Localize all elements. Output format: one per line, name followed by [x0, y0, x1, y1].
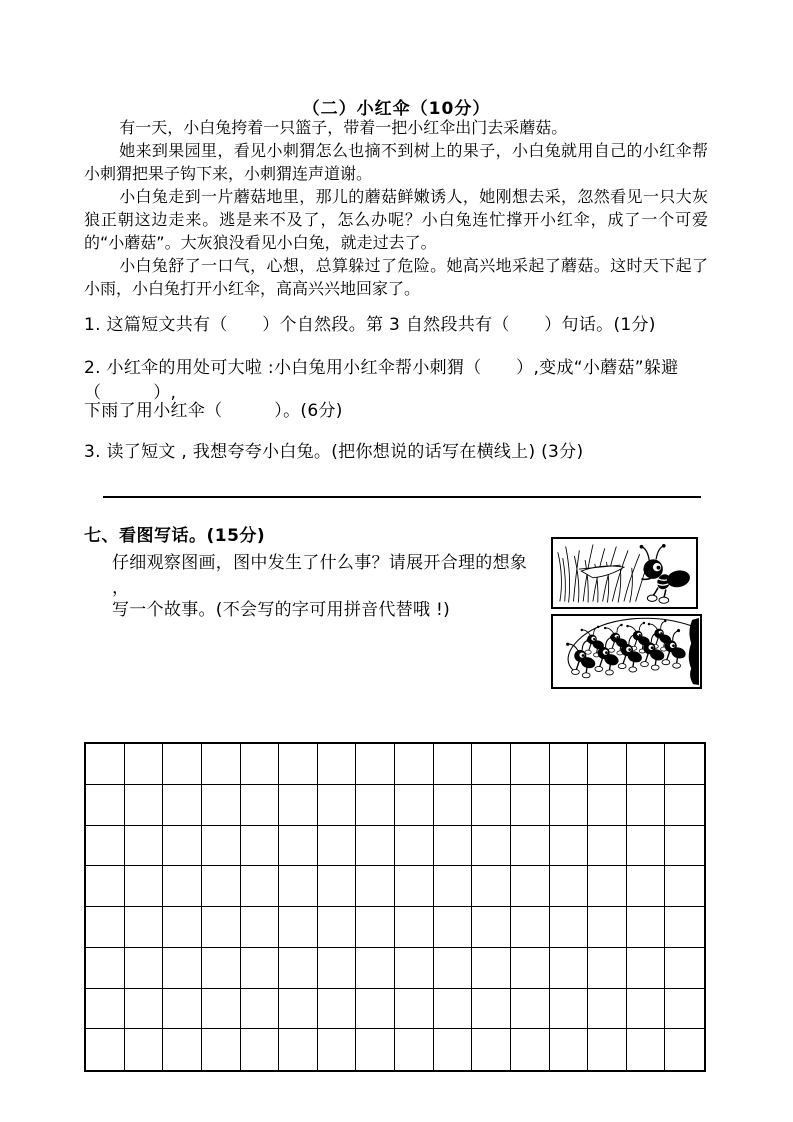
grid-cell	[395, 866, 434, 907]
grid-cell	[627, 1029, 666, 1070]
grid-cell	[356, 989, 395, 1030]
grid-cell	[356, 826, 395, 867]
grid-cell	[241, 826, 280, 867]
grid-cell	[550, 785, 589, 826]
grid-cell	[125, 1029, 164, 1070]
grid-cell	[163, 826, 202, 867]
grid-cell	[202, 826, 241, 867]
grid-cell	[163, 1029, 202, 1070]
grid-cell	[550, 826, 589, 867]
tree-trunk-icon	[689, 618, 699, 685]
grid-cell	[86, 866, 125, 907]
grid-cell	[125, 785, 164, 826]
grid-cell	[395, 744, 434, 785]
grid-cell	[588, 826, 627, 867]
grid-cell	[125, 948, 164, 989]
grid-cell	[434, 866, 473, 907]
grid-cell	[395, 948, 434, 989]
grid-cell	[511, 785, 550, 826]
grid-cell	[356, 744, 395, 785]
question-1: 1. 这篇短文共有（ ）个自然段。第 3 自然段共有（ ）句话。(1分)	[84, 315, 656, 335]
grid-cell	[202, 907, 241, 948]
marching-ants-illustration	[553, 616, 700, 687]
grid-cell	[356, 948, 395, 989]
grid-cell	[511, 866, 550, 907]
grid-cell	[279, 744, 318, 785]
grid-cell	[241, 785, 280, 826]
grid-cell	[318, 989, 357, 1030]
grid-cell	[472, 1029, 511, 1070]
grass-icon	[558, 545, 647, 602]
grid-cell	[665, 989, 704, 1030]
grid-cell	[241, 948, 280, 989]
grid-cell	[550, 907, 589, 948]
grid-cell	[279, 948, 318, 989]
grid-cell	[511, 826, 550, 867]
grid-cell	[627, 866, 666, 907]
grid-cell	[588, 866, 627, 907]
grid-cell	[241, 1029, 280, 1070]
passage-paragraph: 有一天，小白兔挎着一只篮子，带着一把小红伞出门去采蘑菇。	[119, 118, 568, 137]
grid-cell	[163, 948, 202, 989]
grid-cell	[665, 744, 704, 785]
grid-cell	[279, 826, 318, 867]
grid-cell	[86, 826, 125, 867]
grid-cell	[627, 826, 666, 867]
grid-cell	[472, 785, 511, 826]
grid-cell	[86, 785, 125, 826]
grid-cell	[125, 866, 164, 907]
grid-cell	[279, 1029, 318, 1070]
grid-cell	[125, 989, 164, 1030]
question-3: 3. 读了短文 , 我想夸夸小白兔。(把你想说的话写在横线上) (3分)	[84, 442, 584, 462]
grid-cell	[588, 785, 627, 826]
grid-cell	[665, 907, 704, 948]
grid-cell	[202, 1029, 241, 1070]
grid-cell	[665, 866, 704, 907]
grid-cell	[318, 907, 357, 948]
grid-cell	[241, 907, 280, 948]
answer-blank-line	[103, 478, 701, 498]
grid-cell	[395, 785, 434, 826]
grid-cell	[588, 989, 627, 1030]
grid-cell	[550, 744, 589, 785]
grid-cell	[202, 866, 241, 907]
grid-cell	[472, 907, 511, 948]
passage-paragraph: 小白兔舒了一口气，心想，总算躲过了危险。她高兴地采起了蘑菇。这时天下起了小雨，小白兔打开小红伞，高高兴兴地回家了。	[84, 256, 708, 298]
grid-cell	[472, 866, 511, 907]
grid-cell	[627, 744, 666, 785]
grid-cell	[434, 826, 473, 867]
grid-cell	[665, 948, 704, 989]
grid-cell	[279, 907, 318, 948]
grid-cell	[434, 989, 473, 1030]
grid-cell	[395, 989, 434, 1030]
grid-cell	[163, 744, 202, 785]
grid-cell	[86, 907, 125, 948]
grid-cell	[665, 785, 704, 826]
grid-cell	[434, 744, 473, 785]
grid-cell	[472, 989, 511, 1030]
grid-cell	[202, 989, 241, 1030]
grid-cell	[202, 785, 241, 826]
grid-cell	[125, 907, 164, 948]
ants-group-icon	[566, 620, 687, 678]
grid-cell	[241, 744, 280, 785]
grid-cell	[279, 866, 318, 907]
passage-paragraph: 小白兔走到一片蘑菇地里，那儿的蘑菇鲜嫩诱人，她刚想去采，忽然看见一只大灰狼正朝这边走来。逃是来不及了，怎么办呢？小白兔连忙撑开小红伞，成了一个可爱的“小蘑菇”。大灰狼没看见小白兔，就走过去了。	[84, 187, 708, 252]
grid-cell	[318, 1029, 357, 1070]
grid-cell	[550, 1029, 589, 1070]
grid-cell	[665, 1029, 704, 1070]
reading-section-title: （二）小红伞（10分）	[302, 99, 491, 119]
grid-cell	[434, 907, 473, 948]
grid-cell	[163, 989, 202, 1030]
grid-cell	[550, 866, 589, 907]
grid-cell	[356, 907, 395, 948]
passage-paragraph: 她来到果园里，看见小刺猬怎么也摘不到树上的果子，小白兔就用自己的小红伞帮小刺猬把果子钩下来，小刺猬连声道谢。	[84, 141, 708, 183]
writing-grid	[84, 742, 706, 1072]
grid-cell	[395, 1029, 434, 1070]
grid-cell	[511, 989, 550, 1030]
grid-cell	[434, 1029, 473, 1070]
grid-cell	[241, 989, 280, 1030]
grid-cell	[434, 948, 473, 989]
grid-cell	[627, 989, 666, 1030]
story-picture-ant-and-grass	[551, 537, 698, 609]
grid-cell	[318, 826, 357, 867]
reading-passage	[84, 116, 708, 300]
grid-cell	[279, 785, 318, 826]
grid-cell	[318, 785, 357, 826]
grid-cell	[627, 785, 666, 826]
grid-cell	[395, 826, 434, 867]
grid-cell	[550, 989, 589, 1030]
grid-cell	[125, 826, 164, 867]
grid-cell	[511, 744, 550, 785]
grid-cell	[125, 744, 164, 785]
grid-cell	[356, 785, 395, 826]
grid-cell	[163, 907, 202, 948]
question-2-line-1: 2. 小红伞的用处可大啦 :小白兔用小红伞帮小刺猬（ ）,变成“小蘑菇”躲避（ ）,	[84, 358, 679, 403]
story-picture-marching-ants	[551, 614, 702, 689]
grid-cell	[588, 1029, 627, 1070]
grid-cell	[202, 744, 241, 785]
grid-cell	[472, 744, 511, 785]
grid-cell	[588, 948, 627, 989]
grid-cell	[86, 1029, 125, 1070]
grid-cell	[588, 907, 627, 948]
writing-section-heading: 七、看图写话。(15分)	[84, 526, 266, 546]
grid-cell	[511, 948, 550, 989]
grid-cell	[241, 866, 280, 907]
grid-cell	[318, 744, 357, 785]
grid-cell	[472, 826, 511, 867]
grid-cell	[356, 866, 395, 907]
grid-cell	[163, 866, 202, 907]
grid-cell	[511, 907, 550, 948]
grid-cell	[279, 989, 318, 1030]
writing-instruction-line-2: 写一个故事。(不会写的字可用拼音代替哦 !)	[112, 600, 451, 620]
question-2-line-2: 下雨了用小红伞（ ）。(6分)	[84, 401, 343, 421]
grid-cell	[434, 785, 473, 826]
ant-icon	[640, 544, 692, 603]
grid-cell	[202, 948, 241, 989]
ant-and-grass-illustration	[553, 539, 696, 607]
grid-cell	[318, 948, 357, 989]
grid-cell	[86, 948, 125, 989]
grid-cell	[550, 948, 589, 989]
grid-cell	[665, 826, 704, 867]
grid-cell	[86, 989, 125, 1030]
grid-cell	[356, 1029, 395, 1070]
grid-cell	[627, 907, 666, 948]
grid-cell	[627, 948, 666, 989]
grid-cell	[395, 907, 434, 948]
grid-cell	[511, 1029, 550, 1070]
grid-cell	[588, 744, 627, 785]
grid-cell	[318, 866, 357, 907]
grid-cell	[472, 948, 511, 989]
grid-cell	[86, 744, 125, 785]
grid-cell	[163, 785, 202, 826]
writing-instruction-line-1: 仔细观察图画，图中发生了什么事？请展开合理的想象 ，	[112, 553, 528, 598]
